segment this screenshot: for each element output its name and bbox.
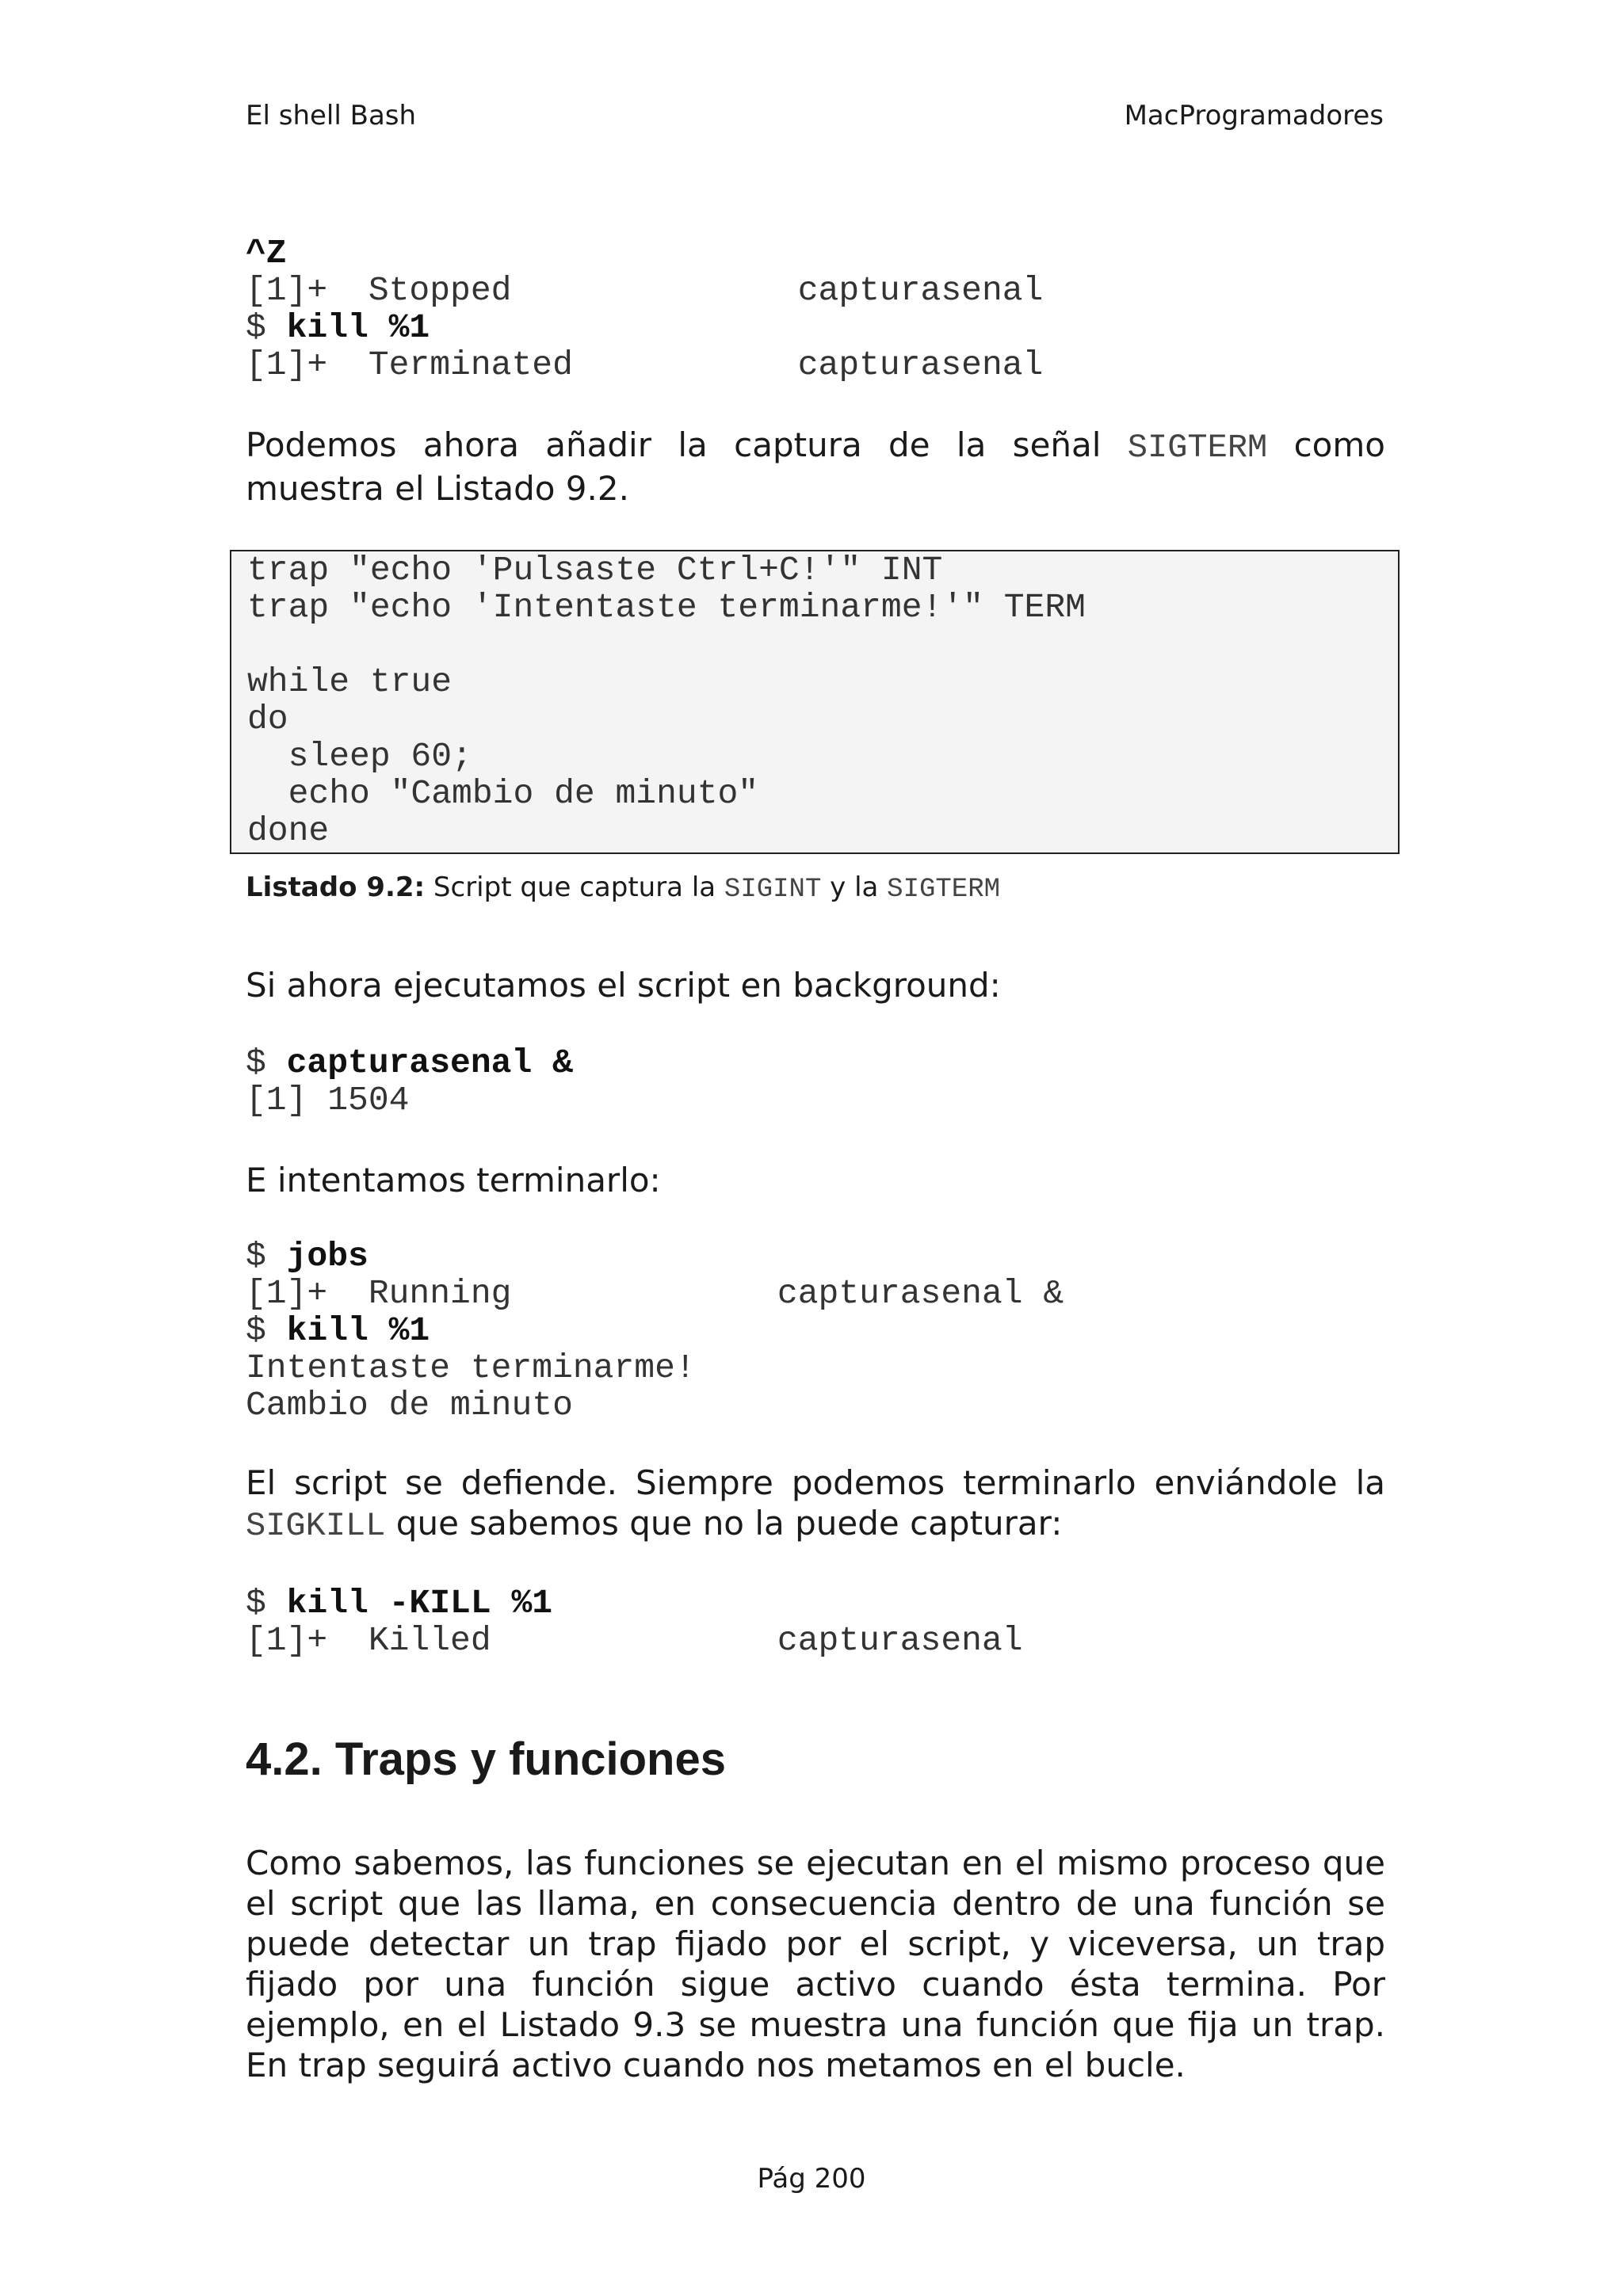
code-line: trap "echo 'Pulsaste Ctrl+C!'" INT — [247, 551, 943, 589]
command-text: kill %1 — [286, 1311, 430, 1350]
paragraph-background: Si ahora ejecutamos el script en background: — [246, 966, 1001, 1005]
running-header-site: MacProgramadores — [1124, 100, 1384, 132]
inline-code: SIGTERM — [1127, 429, 1268, 467]
command-text: jobs — [286, 1237, 369, 1276]
terminal-line: [1]+ Stopped capturasenal — [246, 271, 1044, 310]
terminal-line: $ kill %1 — [246, 1311, 430, 1350]
code-line: trap "echo 'Intentaste terminarme!'" TERM — [247, 588, 1086, 627]
terminal-output-block — [246, 1585, 1023, 1659]
code-line: do — [247, 700, 288, 738]
page-number: Pág 200 — [757, 2163, 866, 2195]
terminal-line: Intentaste terminarme! — [246, 1348, 696, 1387]
command-text: kill %1 — [286, 308, 430, 347]
terminal-line — [246, 235, 1043, 272]
code-line: while true — [247, 662, 453, 701]
command-text: ^Z — [246, 234, 287, 273]
paragraph-sigterm: Podemos ahora añadir la captura de la señal SIGTERM como muestra el Listado 9.2. — [246, 425, 1385, 508]
terminal-line: Cambio de minuto — [246, 1386, 573, 1425]
terminal-line: [1]+ Killed capturasenal — [246, 1621, 1023, 1660]
section-heading: 4.2. Traps y funciones — [246, 1733, 726, 1785]
code-line: done — [247, 811, 330, 850]
listing-caption: Listado 9.2: Script que captura la SIGINT y la SIGTERM — [246, 871, 1000, 905]
terminal-output-block — [246, 235, 1043, 383]
terminal-line: [1]+ Terminated capturasenal — [246, 345, 1044, 384]
terminal-line: $ kill -KILL %1 — [246, 1584, 553, 1623]
code-listing — [247, 551, 1398, 849]
code-line: echo "Cambio de minuto" — [247, 774, 759, 813]
paragraph-traps-functions: Como sabemos, las funciones se ejecutan en el mismo proceso que el script que las llama, en consecuencia dentro de una función se puede detectar un trap fijado por el script, y viceversa, un trap fijado por una función sigue activo cuando ésta termina. Por ejemplo, en el Listado 9.3 se muestra una función que fija un trap. En trap seguirá activo cuando nos metamos en el bucle. — [246, 1844, 1385, 2084]
command-text: kill -KILL %1 — [286, 1584, 553, 1623]
terminal-line: $ capturasenal & — [246, 1043, 573, 1082]
paragraph-terminate: E intentamos terminarlo: — [246, 1161, 661, 1199]
code-line: sleep 60; — [247, 737, 472, 776]
code-listing-box — [230, 550, 1400, 854]
command-text: capturasenal & — [286, 1043, 573, 1082]
terminal-output-block — [246, 1044, 573, 1119]
terminal-line: [1] 1504 — [246, 1081, 410, 1119]
paragraph-sigkill: El script se defiende. Siempre podemos terminarlo enviándole la SIGKILL que sabemos que no la puede capturar: — [246, 1463, 1385, 1545]
terminal-output-block — [246, 1238, 1064, 1424]
inline-code: SIGKILL — [246, 1507, 386, 1545]
terminal-line: $ kill %1 — [246, 308, 430, 347]
terminal-line: $ jobs — [246, 1237, 369, 1276]
code-line — [247, 626, 1398, 663]
terminal-line: [1]+ Running capturasenal & — [246, 1274, 1064, 1313]
running-header-title: El shell Bash — [246, 100, 417, 132]
